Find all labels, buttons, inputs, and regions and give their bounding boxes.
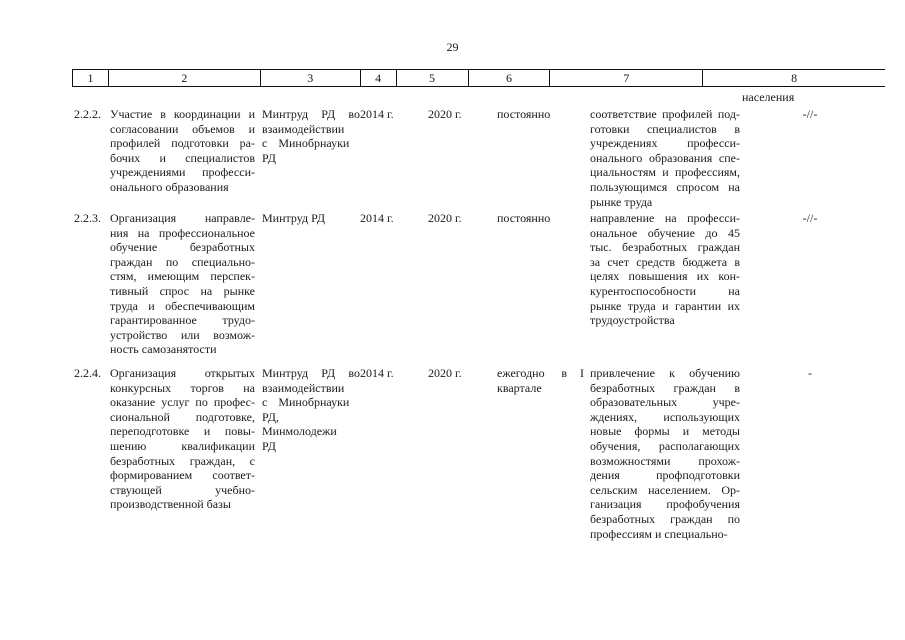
measure-name xyxy=(110,211,255,357)
text-line: циальностям и профессиям, xyxy=(590,165,740,180)
text-line: переподготовке и повы- xyxy=(110,424,255,439)
text-line: онального образования спе- xyxy=(590,150,740,165)
text-line: стям, имеющим перспек- xyxy=(110,269,255,284)
text-line: бочих и специалистов xyxy=(110,150,255,165)
text-line: рынке труда xyxy=(590,194,653,209)
text-line: возможностями прохож- xyxy=(590,453,740,468)
text-line: с Минобрнауки xyxy=(262,395,350,410)
text-line: безработных граждан в xyxy=(590,380,740,395)
expected-result xyxy=(590,211,740,328)
expected-result xyxy=(590,107,740,209)
text-line: ональное обучение до 45 xyxy=(590,225,740,240)
row-number: 2.2.2. xyxy=(74,107,101,121)
text-line: онального образования xyxy=(110,179,229,194)
text-line: соответствие профилей под- xyxy=(590,107,740,121)
text-line: Минтруд РД во xyxy=(262,366,360,380)
text-line: Организация направле- xyxy=(110,211,255,225)
text-line: Минмолодежи xyxy=(262,424,337,439)
header-col-5: 5 xyxy=(397,70,469,86)
text-line: взаимодействии xyxy=(262,380,345,395)
text-line: Минтруд РД xyxy=(262,211,326,225)
text-line: устройство или возмож- xyxy=(110,327,255,342)
text-line: целях повышения их кон- xyxy=(590,269,740,284)
page-number: 29 xyxy=(446,40,459,54)
text-line: обучения, располагающих xyxy=(590,438,740,453)
text-line: сиональной подготовке, xyxy=(110,409,255,424)
table-header-row xyxy=(72,69,885,87)
header-col-1: 1 xyxy=(73,70,109,86)
measure-name xyxy=(110,366,255,512)
executor xyxy=(262,211,360,226)
period xyxy=(497,107,583,122)
text-line: постоянно xyxy=(497,211,551,225)
expected-result xyxy=(590,366,740,541)
start-year: 2014 г. xyxy=(360,211,394,225)
text-line: Участие в координации и xyxy=(110,107,255,121)
text-line: шению квалификации xyxy=(110,438,255,453)
text-line: РД xyxy=(262,438,276,453)
text-line: Минтруд РД во xyxy=(262,107,360,121)
text-line: граждан по специально- xyxy=(110,254,255,269)
text-line: образовательных учре- xyxy=(590,395,740,410)
text-line: привлечение к обучению xyxy=(590,366,740,380)
text-line: ганизация профобучения xyxy=(590,497,740,512)
note: - xyxy=(808,366,812,380)
header-col-3: 3 xyxy=(261,70,361,86)
text-line: гарантированное трудо- xyxy=(110,313,255,328)
executor xyxy=(262,366,360,454)
text-line: безработных граждан, с xyxy=(110,453,255,468)
text-line: ния на профессиональное xyxy=(110,225,255,240)
measure-name xyxy=(110,107,255,195)
text-line: постоянно xyxy=(497,107,551,121)
text-line: пользующимся спросом на xyxy=(590,179,740,194)
text-line: трудоустройства xyxy=(590,313,675,328)
text-line: рынке труда и гарантии их xyxy=(590,298,740,313)
end-year: 2020 г. xyxy=(428,366,462,380)
text-line: производственной базы xyxy=(110,497,231,512)
note: -//- xyxy=(802,211,818,225)
text-line: квартале xyxy=(497,380,542,395)
text-line: согласовании объемов и xyxy=(110,121,255,136)
text-line: обучение безработных xyxy=(110,240,255,255)
text-line: тивный спрос на рынке xyxy=(110,283,255,298)
end-year: 2020 г. xyxy=(428,107,462,121)
text-line: оказание услуг по профес- xyxy=(110,395,255,410)
continuation-text: населения xyxy=(742,90,795,104)
header-col-2: 2 xyxy=(109,70,261,86)
text-line: ность самозанятости xyxy=(110,342,217,357)
text-line: ждениях, использующих xyxy=(590,409,740,424)
text-line: учреждениями професси- xyxy=(110,165,255,180)
text-line: готовки специалистов в xyxy=(590,121,740,136)
header-col-4: 4 xyxy=(361,70,397,86)
text-line: Организация открытых xyxy=(110,366,255,380)
header-col-6: 6 xyxy=(469,70,551,86)
text-line: профилей подготовки ра- xyxy=(110,136,255,151)
row-number: 2.2.3. xyxy=(74,211,101,225)
text-line: тыс. безработных граждан xyxy=(590,240,740,255)
text-line: направление на професси- xyxy=(590,211,740,225)
text-line: ствующей учебно- xyxy=(110,482,255,497)
text-line: ежегодно в xyxy=(497,366,567,380)
start-year: 2014 г. xyxy=(360,366,394,380)
period xyxy=(497,211,583,226)
text-line: безработных граждан по xyxy=(590,511,740,526)
text-line: профессиям и специально- xyxy=(590,526,728,541)
text-line: учреждениях професси- xyxy=(590,136,740,151)
header-col-7: 7 xyxy=(550,70,703,86)
text-line: взаимодействии xyxy=(262,121,345,136)
text-line: с Минобрнауки xyxy=(262,136,350,151)
header-col-8: 8 xyxy=(791,71,798,85)
text-line: РД, xyxy=(262,409,279,424)
text-line: конкурсных торгов на xyxy=(110,380,255,395)
executor xyxy=(262,107,360,165)
period-quarter-numeral: I xyxy=(580,366,584,380)
row-number: 2.2.4. xyxy=(74,366,101,380)
text-line: труда и обеспечивающим xyxy=(110,298,255,313)
text-line: РД xyxy=(262,150,276,165)
text-line: сельским населением. Ор- xyxy=(590,482,740,497)
text-line: новые формы и методы xyxy=(590,424,740,439)
note: -//- xyxy=(802,107,818,121)
text-line: формированием соответ- xyxy=(110,468,255,483)
text-line: за счет средств бюджета в xyxy=(590,254,740,269)
text-line: дения профподготовки xyxy=(590,468,740,483)
text-line: курентоспособности на xyxy=(590,283,740,298)
period xyxy=(497,366,583,395)
start-year: 2014 г. xyxy=(360,107,394,121)
end-year: 2020 г. xyxy=(428,211,462,225)
